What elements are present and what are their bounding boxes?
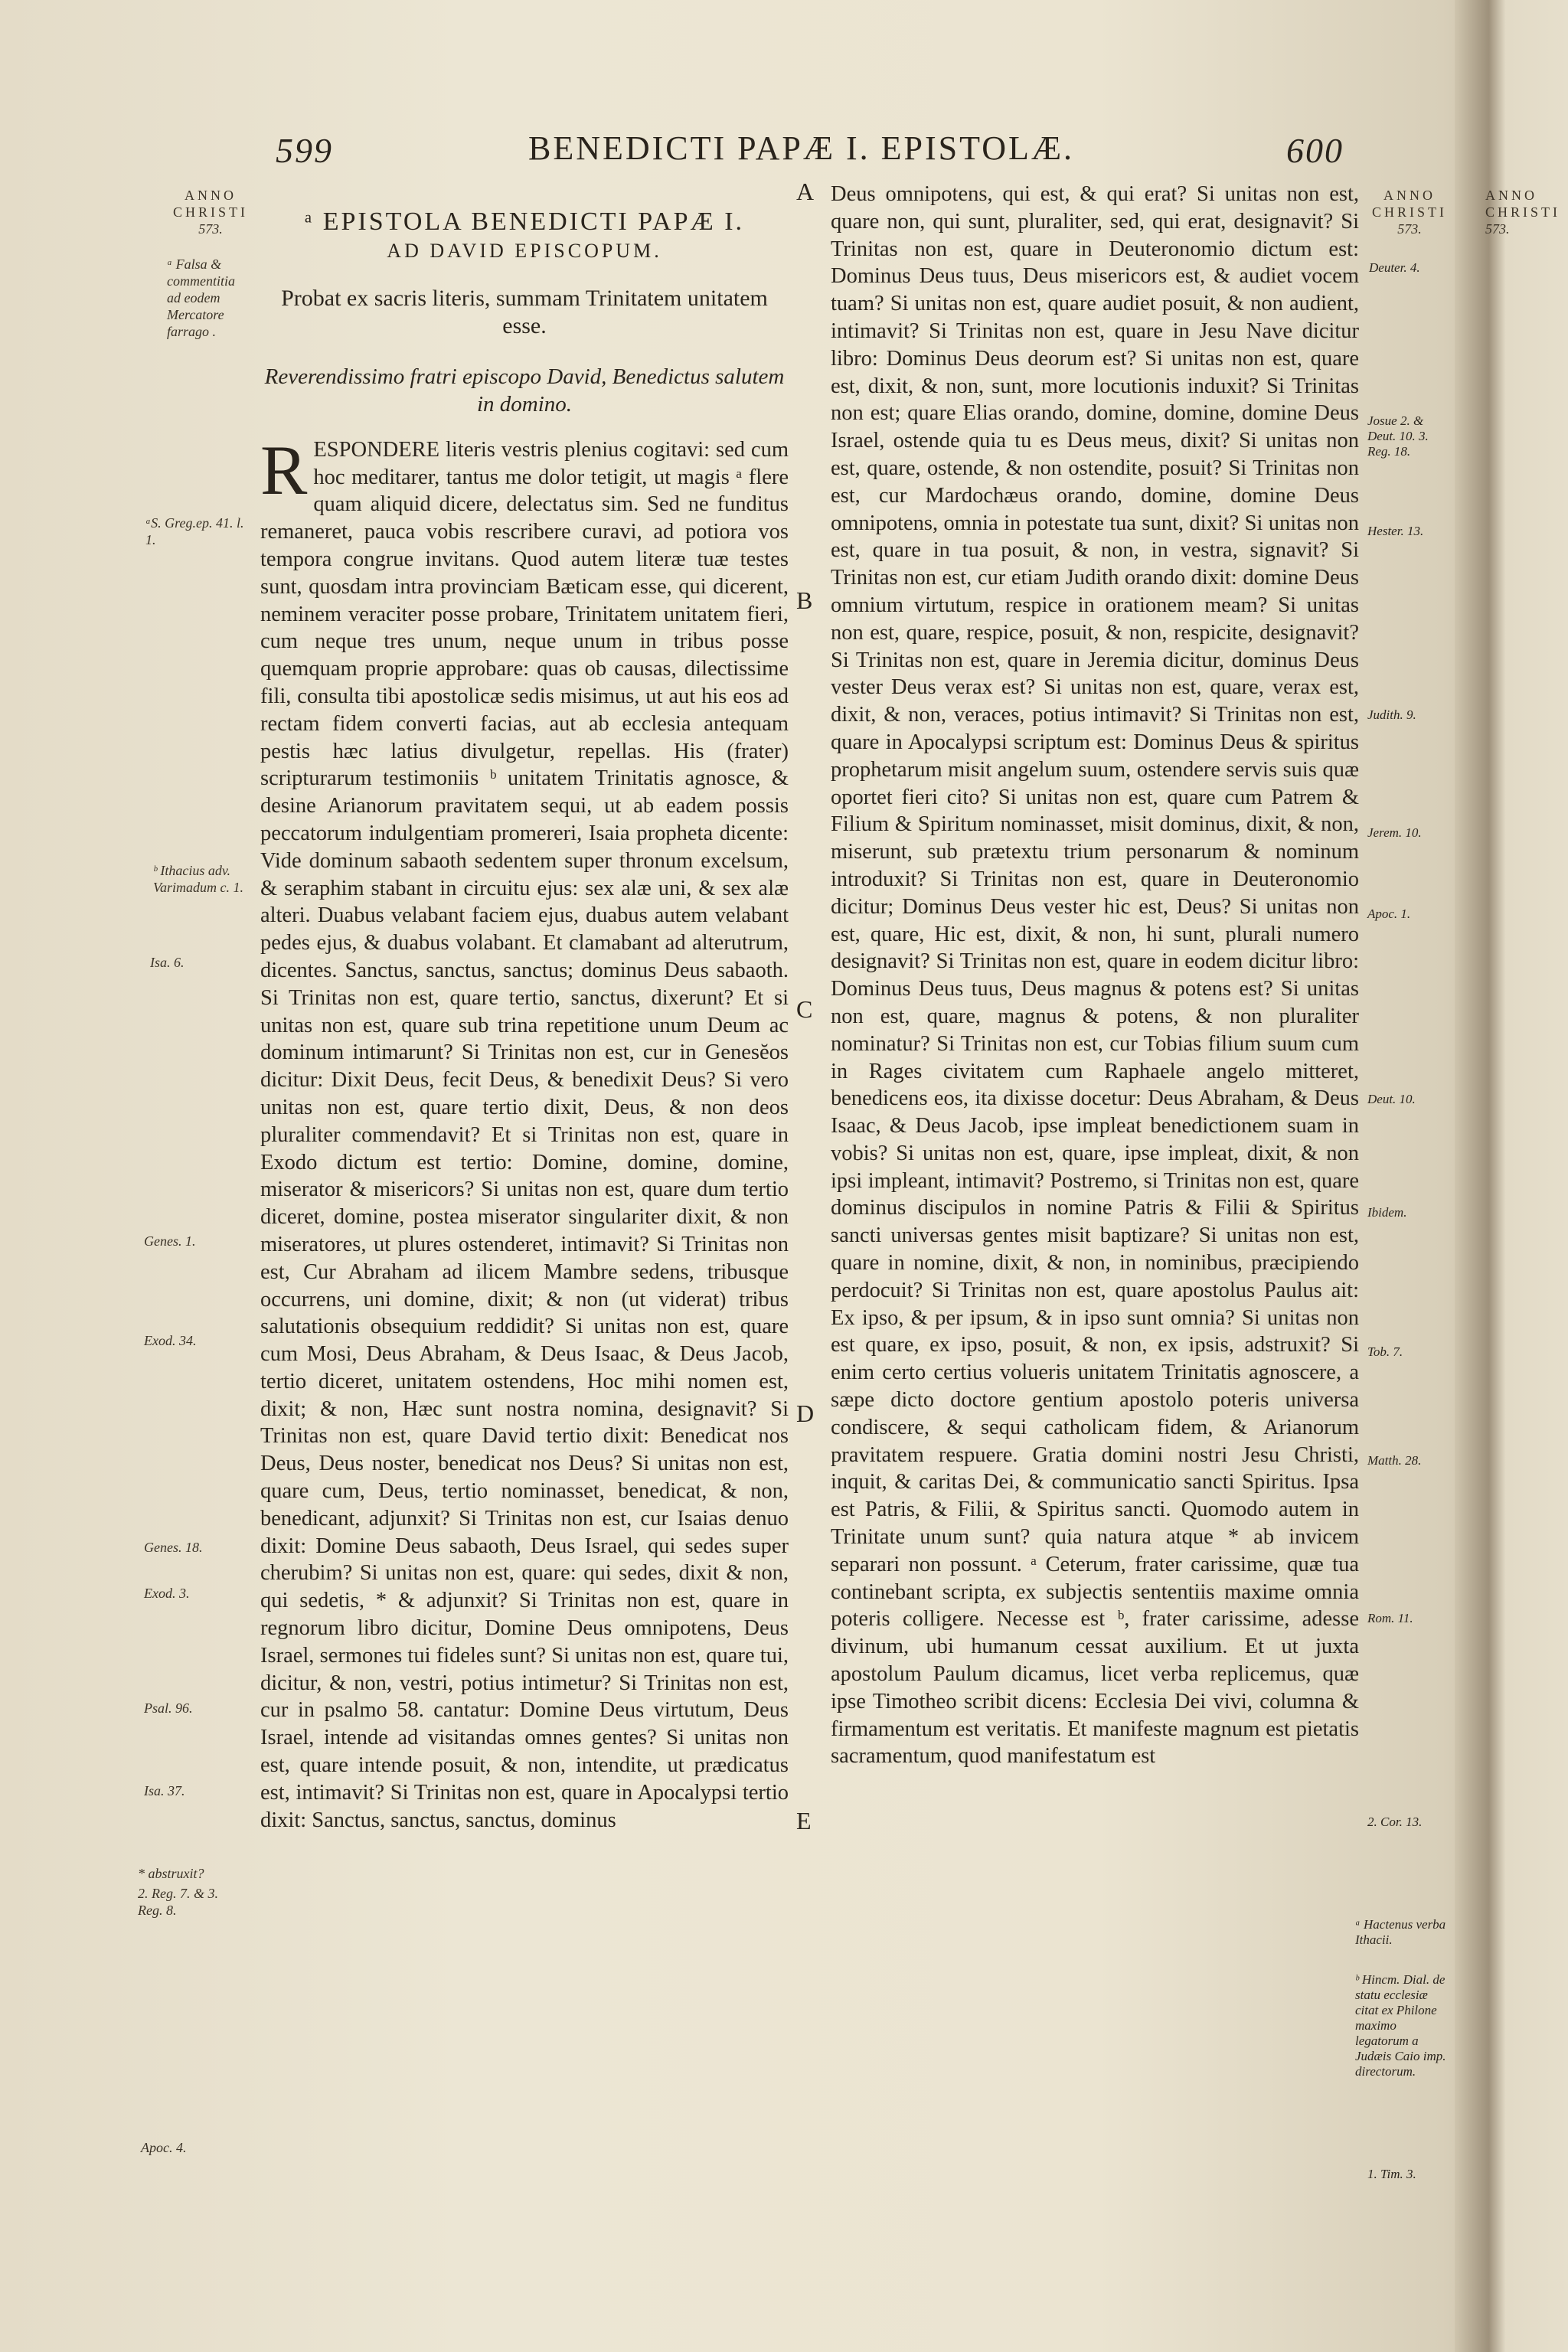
right-column bbox=[831, 181, 1359, 1770]
edge-christi: CHRISTI bbox=[1485, 204, 1561, 220]
margin-christi: CHRISTI bbox=[1371, 204, 1447, 220]
margin-ref: Hester. 13. bbox=[1367, 524, 1424, 538]
margin-ref: Josue 2. & Deut. 10. 3. Reg. 18. bbox=[1367, 413, 1429, 459]
margin-ref: Judith. 9. bbox=[1367, 707, 1416, 722]
margin-ref: 1. Tim. 3. bbox=[1367, 2167, 1416, 2181]
margin-ref: Apoc. 1. bbox=[1367, 906, 1411, 921]
margin-year-block-right bbox=[1367, 187, 1452, 237]
right-body bbox=[831, 181, 1359, 1770]
right-body-text: Deus omnipotens, qui est, & qui erat? Si unitas non est, quare non, qui sunt, pluraliter, sed, qui erat, designavit? Si Trinitas non est, quare in Deuteronomio dictum est: Dominus Deus tuus, Deus misericors est, & audiet vocem tuam? Si unitas non est, quare audiet posuit, & non audient, intimavit? Si Trinitas non est, quare in Jesu Nave dicitur libro: Dominus Deus deorum est? Si unitas non est, quare est, dixit, & non, sunt, more locutionis induxit? Si Trinitas non est; quare Elias orando, domine, domine, domine Deus Israel, ostende quia tu es Deus meus, dixit? Si unitas non est, quare, ostende, & non ostendite, posuit? Si Trinitas non est, cur Mardochæus orando, domine, domine Deus omnipotens, omnia in potestate tua sunt, dixit? Si unitas non est, quare in tua posuit, & non, in vestra, signavit? Si Trinitas non est, cur etiam Judith orando dixit: domine Deus omnium virtutum, respice in orationem meam? Si unitas non est, quare, respice, posuit, & non, respicite, designavit? Si Trinitas non est, quare in Jeremia dicitur, dominus Deus vester Deus verax est? Si unitas non est, quare, verax est, dixit, & non, veraces, potius intimavit? Si Trinitas non est, quare in Apocalypsi scriptum est: Dominus Deus & spiritus prophetarum misit angelum suum, ostendere servis suis quæ oportet fieri cito? Si unitas non est, quare cum Patrem & Filium & Spiritum nominasset, misit dominus, dixit, & non, miserunt, sub prætextu trium personarum & nominum introduxit? Si Trinitas non est, quare in Deuteronomio dicitur; Dominus Deus vester hic est, Deus? Si unitas non est, quare, Hic est, dixit, & non, hi sunt, plurali numero designavit? Si Trinitas non est, quare in eodem dicitur libro: Dominus Deus tuus, Deus magnus & potens est? Si unitas non est, quare, magnus & potens, & non pluraliter nominatur? Si Trinitas non est, cur Tobias filium suum cum in Rages civitatem cum Raphaele angelo mitteret, benedicens eos, ita dixisse docetur: Deus Abraham, & Deus Isaac, & Deus Jacob, ipse impleat benedictionem suam in vobis? Si unitas non est, quare, ipse impleat, dixit, & non ipsi impleant, intimavit? Postremo, si Trinitas non est, quare dominus discipulos in nomine Patris & Filii & Spiritus sancti universas gentes misit baptizare? Si unitas non est, quare in nomine, dixit, & non, in nominibus, præcipiendo perdocuit? Si Trinitas non est, quare apostolus Paulus ait: Ex ipso, & per ipsum, & in ipso sunt omnia? Si unitas non est quare, ex ipso, posuit, & non, ex ipsis, adstruxit? Si enim certo certius volueris unitatem Trinitatis agnoscere, a sæpe dicto doctore gentium apostolo poteris universa condiscere, & sequi catholicam fidem, & Arianorum pravitatem respuere. Gratia domini nostri Jesu Christi, inquit, & caritas Dei, & communicatio sancti Spiritus. Ipsa est Patris, & Filii, & Spiritus sancti. Quomodo autem in Trinitate unum sunt? quia natura atque * ab invicem separari non possunt. ᵃ Ceterum, frater carissime, quæ tua continebant scripta, ex subjectis sententiis maxime omnia poteris colligere. Necesse est ᵇ, frater carissime, adesse divinum, ubi humanum cessat auxilium. Et ut juxta apostolum Paulum dicamus, licet verba replicemus, quæ ipse Timotheo scribit dicens: Ecclesia Dei vivi, columna & firmamentum est veritatis. Et manifeste magnum est pietatis sacramentum, quod manifestatum est bbox=[831, 182, 1359, 1769]
running-title: BENEDICTI PAPÆ I. EPISTOLÆ. bbox=[528, 129, 1074, 167]
margin-year: 573. bbox=[198, 221, 223, 237]
margin-ref: 2. Reg. 7. & 3. Reg. 8. bbox=[138, 1886, 218, 1918]
margin-ref: Apoc. 4. bbox=[141, 2140, 187, 2155]
margin-footnote: ᵃ Hactenus verba Ithacii. bbox=[1355, 1917, 1446, 1947]
left-body-text: ESPONDERE literis vestris plenius cogitavi: sed cum hoc meditarer, tantus me dolor tetigit, ut magis ᵃ flere quam aliquid dicere, delectatus sim. Sed ne funditus remaneret, pauca vobis rescribere curavi, ad potiora vos tempora congrue invitans. Quod autem literæ tuæ testes sunt, quosdam intra provinciam Bæticam esse, qui dicerent, neminem veraciter posse probare, Trinitatem unitatem fieri, cum neque tres unum, neque unum in tribus posse quemquam proprie approbare: quas ob causas, dilectissime fili, consulta tibi apostolicæ sedis misimus, ut aut his eos ad rectam fidem converti facias, aut ab ecclesia antequam pestis hæc latius divulgetur, repellas. His (frater) scripturarum testimoniis ᵇ unitatem Trinitatis agnosce, & desine Arianorum pravitatem sequi, ut ab eadem possis peccatorum indulgentiam promereri, Isaia propheta dicente: Vide dominum sabaoth sedentem super thronum excelsum, & seraphim stabant in circuitu ejus: sex alæ uni, & sex alæ alteri. Duabus velabant faciem ejus, duabus autem velabant pedes ejus, & duabus volabant. Et clamabant ad alterutrum, dicentes. Sanctus, sanctus, sanctus; dominus Deus sabaoth. Si Trinitas non est, quare tertio, sanctus, dixerunt? Et si unitas non est, quare sub trina repetitione unum Deum ac dominum intimarunt? Si Trinitas non est, cur in Genesĕos dicitur: Dixit Deus, fecit Deus, & benedixit Deus? Si vero unitas non est, quare tertio dixit, Deus, & non deos pluraliter commendavit? Et si Trinitas non est, quare in Exodo dictum est tertio: Domine, domine, domine, miserator & misericors? Si unitas non est, quare dum tertio diceret, domine, postea miserator singulariter dixit, & non miseratores, ut plures ostenderet, intimavit? Si Trinitas non est, Cur Abraham ad ilicem Mambre sedens, tribusque occurrens, uni domine, dixit; & non (ut viderat) tribus salutationis obsequium reddidit? Si unitas non est, quare cum Mosi, Deus Abraham, & Deus Isaac, & Deus Jacob, tertio diceret, unitatem ostendens, Hoc mihi nomen est, dixit; & non, Hæc sunt nostra nomina, designavit? Si Trinitas non est, quare David tertio dixit: Benedicat nos Deus, Deus noster, benedicat nos Deus? Si unitas non est, quare cum, Deus, tertio nominasset, benedicat, & non, benedicant, adjunxit? Si Trinitas non est, cur Isaias denuo dixit: Domine Deus sabaoth, Deus Israel, qui sedes super cherubim? Si unitas non est, quare: qui sedes, dixit & non, qui sedetis, * & adjunxit? Si Trinitas non est, quare in regnorum libro dicitur, Domine Deus omnipotens, Deus Israel, sermones tui fideles sunt? Si unitas non est, quare tui, dicitur, & non, vestri, potius intimetur? Si Trinitas non est, cur in psalmo 58. cantatur: Domine Deus virtutum, Deus Israel, intende ad visitandas omnes gentes? Si unitas non est, quare intende posuit, & non, intendite, ut prædicatus est, intimavit? Si Trinitas non est, quare in Apocalypsi tertio dixit: Sanctus, sanctus, sanctus, dominus bbox=[260, 437, 789, 1832]
page-number-left: 599 bbox=[276, 131, 333, 170]
next-page-edge-year bbox=[1485, 187, 1568, 237]
section-letter-d: D bbox=[796, 1400, 815, 1427]
margin-ref: Exod. 34. bbox=[144, 1333, 197, 1348]
salutation: Reverendissimo fratri episcopo David, Benedictus salutem in domino. bbox=[264, 364, 785, 416]
section-letter-e: E bbox=[796, 1807, 812, 1834]
margin-ref: Deuter. 4. bbox=[1369, 260, 1420, 275]
drop-cap: R bbox=[260, 430, 308, 509]
section-letter-a: A bbox=[796, 178, 815, 205]
margin-ref: Genes. 1. bbox=[144, 1233, 196, 1249]
margin-ref: Exod. 3. bbox=[144, 1586, 190, 1601]
page-number-right: 600 bbox=[1286, 131, 1344, 170]
book-gutter bbox=[1455, 0, 1568, 2352]
epistle-subtitle: AD DAVID EPISCOPUM. bbox=[387, 240, 662, 262]
margin-christi: CHRISTI bbox=[172, 204, 248, 220]
margin-footnote: ᵇ Hincm. Dial. de statu ecclesiæ citat ex Philone maximo legatorum a Judæis Caio imp. directorum. bbox=[1355, 1972, 1446, 2079]
margin-note-falsa: ᵃ Falsa & commentitia ad eodem Mercatore farrago . bbox=[167, 256, 235, 339]
margin-ref: 2. Cor. 13. bbox=[1367, 1815, 1423, 1829]
margin-ref: Isa. 6. bbox=[150, 955, 185, 970]
edge-year: 573. bbox=[1485, 221, 1510, 237]
margin-ref: Genes. 18. bbox=[144, 1540, 203, 1555]
margin-ref: * abstruxit? bbox=[138, 1866, 204, 1881]
margin-anno: ANNO bbox=[1383, 188, 1436, 203]
margin-year-block-left bbox=[168, 187, 253, 237]
margin-ref: ᵇ Ithacius adv. Varimadum c. 1. bbox=[153, 863, 243, 895]
margin-ref: Ibidem. bbox=[1367, 1205, 1407, 1220]
epistle-title: ᵃ EPISTOLA BENEDICTI PAPÆ I. bbox=[304, 207, 745, 236]
margin-ref: Jerem. 10. bbox=[1367, 825, 1422, 840]
margin-ref: Isa. 37. bbox=[144, 1783, 185, 1798]
margin-ref: Psal. 96. bbox=[144, 1700, 193, 1716]
edge-anno: ANNO bbox=[1485, 188, 1537, 203]
margin-anno: ANNO bbox=[185, 188, 237, 203]
margin-ref: ᵃS. Greg.ep. 41. l. 1. bbox=[145, 515, 244, 547]
section-letter-b: B bbox=[796, 586, 813, 614]
margin-ref: Deut. 10. bbox=[1367, 1092, 1416, 1106]
left-column bbox=[260, 207, 789, 1834]
epistle-summary: Probat ex sacris literis, summam Trinitatem unitatem esse. bbox=[281, 285, 768, 338]
margin-ref: Tob. 7. bbox=[1367, 1344, 1403, 1359]
section-letter-c: C bbox=[796, 995, 813, 1023]
margin-ref: Rom. 11. bbox=[1367, 1611, 1413, 1625]
margin-year: 573. bbox=[1397, 221, 1422, 237]
margin-ref: Matth. 28. bbox=[1367, 1453, 1422, 1468]
left-body bbox=[260, 430, 789, 1834]
